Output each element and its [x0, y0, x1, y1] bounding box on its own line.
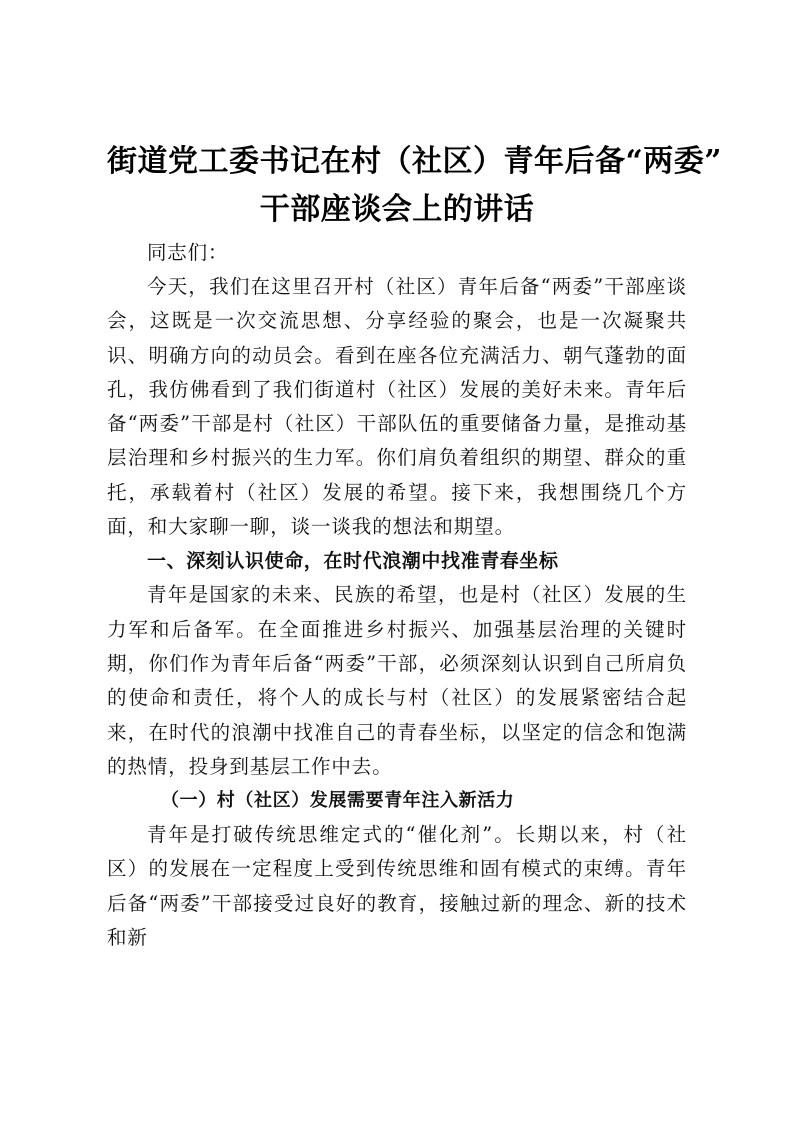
section-1-paragraph: 青年是国家的未来、民族的希望，也是村（社区）发展的生力军和后备军。在全面推进乡村振兴、加强基层治理的关键时期，你们作为青年后备“两委”干部，必须深刻认识到自己所肩负的使命和责任，将个人的成长与村（社区）的发展紧密结合起来，在时代的浪潮中找准自己的青春坐标，以坚定的信念和饱满的热情，投身到基层工作中去。	[107, 583, 687, 778]
salutation: 同志们：	[147, 241, 229, 264]
subsection-heading-1: （一）村（社区）发展需要青年注入新活力	[161, 790, 515, 812]
title-line-2: 干部座谈会上的讲话	[259, 192, 535, 227]
document-title	[107, 138, 723, 234]
subsection-1-paragraph: 青年是打破传统思维定式的“催化剂”。长期以来，村（社区）的发展在一定程度上受到传统思维和固有模式的束缚。青年后备“两委”干部接受过良好的教育，接触过新的理念、新的技术和新	[107, 823, 687, 950]
title-line-1: 街道党工委书记在村（社区）青年后备“两委”	[107, 144, 723, 179]
section-heading-1: 一、深刻认识使命，在时代浪潮中找准青春坐标	[147, 550, 559, 573]
intro-paragraph: 今天，我们在这里召开村（社区）青年后备“两委”干部座谈会，这既是一次交流思想、分享经验的聚会，也是一次凝聚共识、明确方向的动员会。看到在座各位充满活力、朝气蓬勃的面孔，我仿佛看到了我们街道村（社区）发展的美好未来。青年后备“两委”干部是村（社区）干部队伍的重要储备力量，是推动基层治理和乡村振兴的生力军。你们肩负着组织的期望、群众的重托，承载着村（社区）发展的希望。接下来，我想围绕几个方面，和大家聊一聊，谈一谈我的想法和期望。	[107, 275, 687, 539]
document-body	[107, 138, 723, 955]
